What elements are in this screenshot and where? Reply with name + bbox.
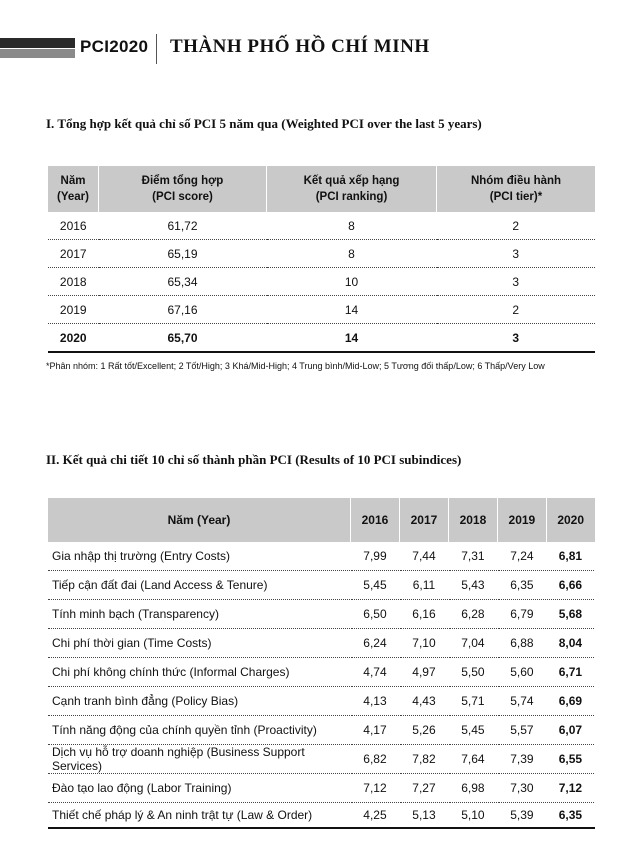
table-row (48, 268, 595, 296)
subindex-value: 7,04 (448, 629, 497, 658)
table-cell: 14 (267, 296, 437, 324)
subindex-name: Tiếp cận đất đai (Land Access & Tenure) (48, 571, 351, 600)
section2-title: II. Kết quả chi tiết 10 chỉ số thành phần PCI (Results of 10 PCI subindices) (46, 452, 462, 467)
subindex-value: 7,64 (448, 745, 497, 774)
section1-title: I. Tổng hợp kết quả chỉ số PCI 5 năm qua (Weighted PCI over the last 5 years) (46, 116, 482, 131)
column-header-year: 2019 (497, 498, 546, 542)
subindex-value: 5,39 (497, 803, 546, 829)
subindex-value: 6,98 (448, 774, 497, 803)
subindex-value: 6,69 (546, 687, 594, 716)
subindex-value: 4,97 (399, 658, 448, 687)
subindex-value: 6,24 (351, 629, 400, 658)
table-header-row (48, 166, 595, 212)
subindex-value: 4,13 (351, 687, 400, 716)
table-cell: 65,34 (99, 268, 267, 296)
column-header-year: 2020 (546, 498, 594, 542)
pci-subindices-table (48, 498, 595, 829)
table-cell: 14 (267, 324, 437, 353)
subindex-value: 6,82 (351, 745, 400, 774)
table-row (48, 745, 595, 774)
subindex-value: 7,27 (399, 774, 448, 803)
subindex-name: Đào tạo lao động (Labor Training) (48, 774, 351, 803)
table-row (48, 629, 595, 658)
subindex-value: 7,30 (497, 774, 546, 803)
table-cell: 61,72 (99, 212, 267, 240)
header-bar-dark (0, 38, 75, 48)
table-cell: 2018 (48, 268, 99, 296)
table-cell: 2016 (48, 212, 99, 240)
column-header-name: Năm (Year) (48, 498, 351, 542)
column-header-year: 2016 (351, 498, 400, 542)
subindex-value: 5,13 (399, 803, 448, 829)
table-cell: 8 (267, 212, 437, 240)
table-row (48, 774, 595, 803)
subindex-value: 7,82 (399, 745, 448, 774)
subindex-value: 4,25 (351, 803, 400, 829)
table-cell: 2 (437, 212, 596, 240)
subindex-value: 4,43 (399, 687, 448, 716)
table-cell: 67,16 (99, 296, 267, 324)
subindex-value: 7,31 (448, 542, 497, 571)
table-row (48, 571, 595, 600)
column-header-year: 2017 (399, 498, 448, 542)
table-row (48, 240, 595, 268)
column-header-year: Năm (Year) (48, 166, 99, 212)
subindex-value: 6,11 (399, 571, 448, 600)
table-cell: 65,19 (99, 240, 267, 268)
subindex-name: Tính năng động của chính quyền tỉnh (Proactivity) (48, 716, 351, 745)
subindex-value: 7,12 (546, 774, 594, 803)
subindex-value: 7,12 (351, 774, 400, 803)
subindex-name: Chi phí thời gian (Time Costs) (48, 629, 351, 658)
column-header-tier: Nhóm điều hành (PCI tier)* (437, 166, 596, 212)
table-cell: 2019 (48, 296, 99, 324)
subindex-value: 5,26 (399, 716, 448, 745)
subindex-name: Chi phí không chính thức (Informal Charges) (48, 658, 351, 687)
table-row (48, 803, 595, 829)
subindex-value: 6,81 (546, 542, 594, 571)
table-cell: 65,70 (99, 324, 267, 353)
subindex-name: Thiết chế pháp lý & An ninh trật tự (Law & Order) (48, 803, 351, 829)
table-cell: 2020 (48, 324, 99, 353)
subindex-name: Tính minh bạch (Transparency) (48, 600, 351, 629)
subindex-value: 6,35 (497, 571, 546, 600)
subindex-value: 5,10 (448, 803, 497, 829)
subindex-name: Dịch vụ hỗ trợ doanh nghiệp (Business Support Services) (48, 745, 351, 774)
page-title: THÀNH PHỐ HỒ CHÍ MINH (170, 36, 430, 57)
subindex-value: 5,45 (351, 571, 400, 600)
subindex-value: 6,55 (546, 745, 594, 774)
subindex-value: 6,28 (448, 600, 497, 629)
subindex-value: 5,45 (448, 716, 497, 745)
subindex-value: 7,39 (497, 745, 546, 774)
subindex-value: 5,50 (448, 658, 497, 687)
table-header-row (48, 498, 595, 542)
column-header-ranking: Kết quả xếp hạng (PCI ranking) (267, 166, 437, 212)
subindex-value: 8,04 (546, 629, 594, 658)
subindex-value: 6,35 (546, 803, 594, 829)
table-cell: 3 (437, 268, 596, 296)
column-header-score: Điểm tổng hợp (PCI score) (99, 166, 267, 212)
table-row (48, 687, 595, 716)
subindex-value: 6,07 (546, 716, 594, 745)
subindex-value: 5,60 (497, 658, 546, 687)
table-row (48, 212, 595, 240)
brand-label: PCI2020 (80, 37, 149, 56)
subindex-value: 6,16 (399, 600, 448, 629)
subindex-value: 4,17 (351, 716, 400, 745)
subindex-value: 7,10 (399, 629, 448, 658)
subindex-value: 4,74 (351, 658, 400, 687)
subindex-value: 6,66 (546, 571, 594, 600)
subindex-name: Cạnh tranh bình đẳng (Policy Bias) (48, 687, 351, 716)
table-row (48, 658, 595, 687)
subindex-value: 7,24 (497, 542, 546, 571)
table-cell: 3 (437, 240, 596, 268)
subindex-value: 5,68 (546, 600, 594, 629)
subindex-value: 5,43 (448, 571, 497, 600)
table-row (48, 324, 595, 353)
table-cell: 8 (267, 240, 437, 268)
table-row (48, 716, 595, 745)
pci-summary-table (48, 166, 595, 353)
table-row (48, 600, 595, 629)
subindex-value: 5,74 (497, 687, 546, 716)
subindex-name: Gia nhập thị trường (Entry Costs) (48, 542, 351, 571)
subindex-value: 5,71 (448, 687, 497, 716)
subindex-value: 7,44 (399, 542, 448, 571)
subindex-value: 6,79 (497, 600, 546, 629)
column-header-year: 2018 (448, 498, 497, 542)
table-row (48, 296, 595, 324)
table-row (48, 542, 595, 571)
table-cell: 2017 (48, 240, 99, 268)
subindex-value: 6,50 (351, 600, 400, 629)
header-bar-gray (0, 49, 75, 58)
table-cell: 10 (267, 268, 437, 296)
subindex-value: 6,88 (497, 629, 546, 658)
header-divider (156, 34, 157, 64)
subindex-value: 7,99 (351, 542, 400, 571)
subindex-value: 6,71 (546, 658, 594, 687)
table-cell: 2 (437, 296, 596, 324)
tier-footnote: *Phân nhóm: 1 Rất tốt/Excellent; 2 Tốt/High; 3 Khá/Mid-High; 4 Trung bình/Mid-Low; 5 Tương đối thấp/Low; 6 Thấp/Very Low (46, 361, 545, 371)
table-cell: 3 (437, 324, 596, 353)
subindex-value: 5,57 (497, 716, 546, 745)
